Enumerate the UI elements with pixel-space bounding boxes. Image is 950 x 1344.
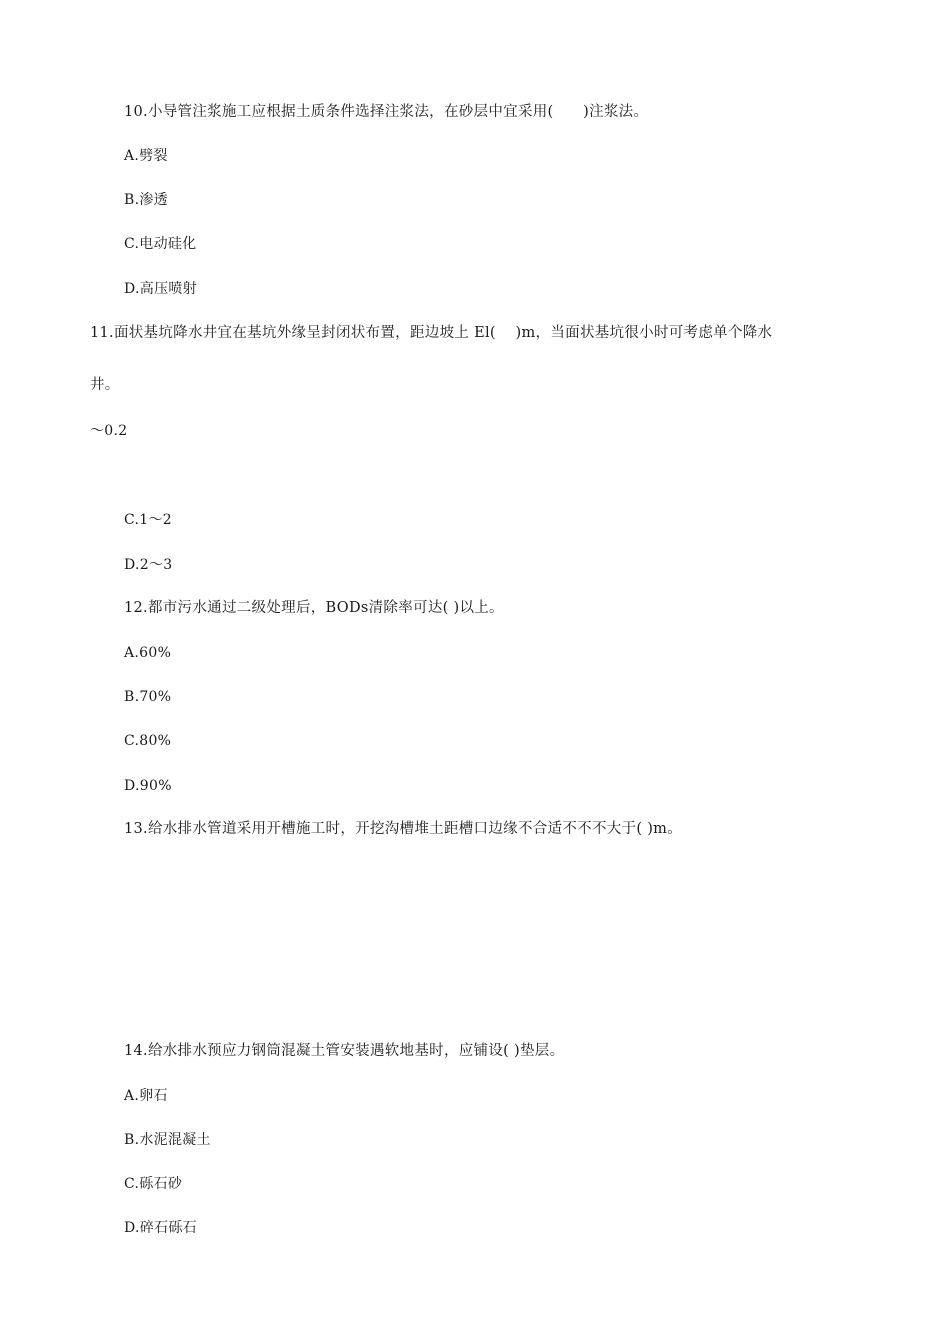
question-11-option-c: C.1～2: [124, 512, 172, 528]
question-10-stem: 10.小导管注浆施工应根据土质条件选择注浆法，在砂层中宜采用( )注浆法。: [124, 104, 649, 120]
question-12-option-b: B.70%: [124, 689, 172, 705]
question-14-option-d: D.碎石砾石: [124, 1220, 197, 1236]
question-12-stem: 12.都市污水通过二级处理后，BODs清除率可达( )以上。: [124, 600, 504, 616]
question-14-stem: 14.给水排水预应力钢筒混凝土管安装遇软地基时，应铺设( )垫层。: [124, 1043, 565, 1059]
question-12-option-c: C.80%: [124, 733, 172, 749]
question-13-stem: 13.给水排水管道采用开槽施工时，开挖沟槽堆土距槽口边缘不合适不不不大于( )m。: [124, 821, 683, 837]
question-10-option-c: C.电动硅化: [124, 236, 197, 252]
question-11-stem-line2: 井。: [90, 377, 120, 393]
question-11-fragment: ～0.2: [90, 423, 128, 439]
question-10-option-a: A.劈裂: [124, 148, 168, 164]
question-14-option-a: A.卵石: [124, 1088, 168, 1104]
question-14-option-c: C.砾石砂: [124, 1176, 183, 1192]
question-11-stem-line1: 11.面状基坑降水井宜在基坑外缘呈封闭状布置，距边坡上 El( )m，当面状基坑很小时可考虑单个降水: [90, 325, 773, 341]
question-14-option-b: B.水泥混凝土: [124, 1132, 211, 1148]
question-12-option-a: A.60%: [124, 645, 172, 661]
question-11-option-d: D.2～3: [124, 557, 173, 573]
question-12-option-d: D.90%: [124, 778, 172, 794]
question-10-option-b: B.渗透: [124, 192, 168, 208]
question-10-option-d: D.高压喷射: [124, 281, 197, 297]
